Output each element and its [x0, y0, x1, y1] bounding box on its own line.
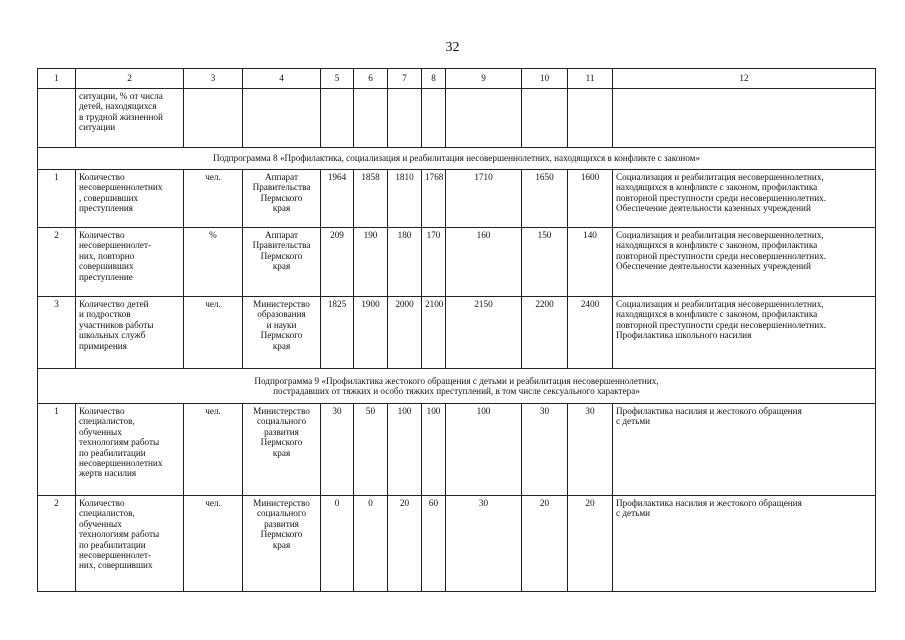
executor-line: социального [256, 508, 307, 519]
year-value: 0 [354, 496, 388, 592]
indicator-name-line: Количество детей [79, 299, 149, 309]
row-number-cell [38, 89, 76, 148]
indicator-name-line: участников работы [79, 319, 154, 330]
executor-line: Министерство [253, 498, 310, 508]
indicator-name [76, 404, 184, 496]
executor-line: Министерство [253, 406, 310, 416]
measures-line: Профилактика насилия и жестокого обращения [616, 406, 802, 416]
executor-line: края [272, 203, 291, 214]
empty-cell [321, 89, 354, 148]
measures [613, 404, 876, 496]
indicator-name-line: Количество [79, 230, 125, 240]
measures [613, 297, 876, 369]
executor-line: Аппарат [265, 172, 298, 182]
table-row [38, 297, 876, 369]
indicator-name-line: школьных служб [79, 330, 146, 341]
empty-cell [243, 89, 321, 148]
executor-line: края [272, 539, 291, 550]
empty-cell [568, 89, 613, 148]
measures-line: Социализация и реабилитация несовершеннолетних, [616, 230, 824, 240]
executor-line: социального [256, 416, 307, 427]
year-value: 2000 [388, 297, 422, 369]
year-value: 30 [321, 404, 354, 496]
executor [243, 404, 321, 496]
year-value: 1964 [321, 170, 354, 228]
year-value: 2150 [446, 297, 522, 369]
indicator-name-line: несовершеннолет- [79, 240, 152, 251]
indicator-name-line: жертв насилия [79, 468, 137, 479]
subprogram-heading-line: Подпрограмма 8 «Профилактика, социализация и реабилитация несовершеннолетних, находящихся в конфликте с законом» [212, 153, 701, 164]
measures [613, 170, 876, 228]
measures-line: находящихся в конфликте с законом, профилактика [616, 240, 818, 251]
year-value: 30 [522, 404, 568, 496]
indicator-name [76, 496, 184, 592]
column-number-row [38, 69, 876, 89]
column-number: 8 [422, 69, 446, 89]
year-value: 50 [354, 404, 388, 496]
indicator-name-line: Количество [79, 172, 125, 182]
executor-line: Правительства [252, 240, 311, 251]
executor-line: Аппарат [265, 230, 298, 240]
indicator-name-line: детей, находящихся [79, 101, 157, 112]
year-value: 1900 [354, 297, 388, 369]
indicator-name-line: Количество [79, 406, 125, 416]
year-value: 209 [321, 228, 354, 297]
indicator-name-line: примирения [79, 340, 127, 351]
column-number: 1 [38, 69, 76, 89]
executor-line: Министерство [253, 299, 310, 309]
column-number: 7 [388, 69, 422, 89]
year-value: 180 [388, 228, 422, 297]
year-value: 1600 [568, 170, 613, 228]
empty-cell [446, 89, 522, 148]
indicator-name-line: Количество [79, 498, 125, 508]
subprogram-heading-row [38, 369, 876, 404]
indicator-name-line: обученных [79, 426, 122, 437]
measures-line: Социализация и реабилитация несовершеннолетних, [616, 172, 824, 182]
year-value: 20 [388, 496, 422, 592]
year-value: 30 [446, 496, 522, 592]
column-number: 4 [243, 69, 321, 89]
year-value: 170 [422, 228, 446, 297]
indicator-name-line: ситуации, % от числа [79, 91, 163, 101]
indicator-name-line: по реабилитации [79, 447, 146, 458]
executor-line: развития [264, 518, 299, 529]
empty-cell [354, 89, 388, 148]
indicator-name-line: по реабилитации [79, 539, 146, 550]
indicator-name-line: в трудной жизненной [79, 111, 163, 122]
subprogram-heading [38, 369, 876, 404]
measures-line: находящихся в конфликте с законом, профилактика [616, 182, 818, 193]
year-value: 0 [321, 496, 354, 592]
year-value: 1810 [388, 170, 422, 228]
column-number: 12 [613, 69, 876, 89]
executor-line: края [272, 447, 291, 458]
executor-line: края [272, 340, 291, 351]
year-value: 20 [522, 496, 568, 592]
executor-line: Правительства [252, 182, 311, 193]
empty-cell [184, 89, 243, 148]
empty-cell [522, 89, 568, 148]
page-number: 32 [445, 40, 460, 55]
row-number: 2 [38, 228, 76, 297]
year-value: 150 [522, 228, 568, 297]
year-value: 1768 [422, 170, 446, 228]
year-value: 2100 [422, 297, 446, 369]
column-number: 5 [321, 69, 354, 89]
executor-line: Пермского [260, 250, 303, 261]
indicator-name [76, 228, 184, 297]
year-value: 140 [568, 228, 613, 297]
year-value: 1825 [321, 297, 354, 369]
executor [243, 228, 321, 297]
indicator-name-line: ситуации [79, 122, 116, 133]
year-value: 100 [422, 404, 446, 496]
column-number: 2 [76, 69, 184, 89]
unit: чел. [184, 297, 243, 369]
column-number: 10 [522, 69, 568, 89]
year-value: 100 [388, 404, 422, 496]
indicator-name-line: преступления [79, 203, 134, 214]
indicator-name-line: технологиям работы [79, 437, 160, 448]
indicator-name-line: совершивших [79, 261, 134, 272]
unit: чел. [184, 170, 243, 228]
executor-line: Пермского [260, 437, 303, 448]
indicator-name-line: , совершивших [79, 192, 139, 203]
row-number: 2 [38, 496, 76, 592]
indicator-name-line: преступление [79, 271, 133, 282]
measures-line: с детьми [616, 508, 651, 519]
year-value: 1710 [446, 170, 522, 228]
row-number: 3 [38, 297, 76, 369]
row-number: 1 [38, 170, 76, 228]
measures-line: Обеспечение деятельности казенных учреждений [616, 203, 811, 214]
year-value: 190 [354, 228, 388, 297]
column-number: 9 [446, 69, 522, 89]
measures-line: Профилактика школьного насилия [616, 330, 752, 341]
unit: чел. [184, 496, 243, 592]
indicator-name-line: несовершеннолетних [79, 182, 163, 193]
year-value: 60 [422, 496, 446, 592]
measures-line: находящихся в конфликте с законом, профилактика [616, 309, 818, 320]
subprogram-heading [38, 148, 876, 170]
row-number: 1 [38, 404, 76, 496]
indicator-name-line: обученных [79, 518, 122, 529]
executor-line: и науки [266, 319, 297, 330]
measures [613, 496, 876, 592]
executor-line: края [272, 261, 291, 272]
indicators-table [37, 68, 876, 592]
indicator-name-line: специалистов, [79, 508, 135, 519]
executor-line: Пермского [260, 529, 303, 540]
subprogram-heading-row [38, 148, 876, 170]
measures-line: Профилактика насилия и жестокого обращения [616, 498, 802, 508]
subprogram-heading-line: пострадавших от тяжких и особо тяжких преступлений, в том числе сексуального характера» [273, 386, 640, 396]
column-number: 6 [354, 69, 388, 89]
table-row [38, 404, 876, 496]
empty-cell [388, 89, 422, 148]
indicator-name [76, 89, 184, 148]
subprogram-heading-line: Подпрограмма 9 «Профилактика жестокого обращения с детьми и реабилитация несовершеннолетних, [254, 375, 659, 386]
year-value: 30 [568, 404, 613, 496]
executor-line: Пермского [260, 330, 303, 341]
year-value: 20 [568, 496, 613, 592]
year-value: 2200 [522, 297, 568, 369]
column-number: 11 [568, 69, 613, 89]
year-value: 100 [446, 404, 522, 496]
indicator-name-line: них, повторно [79, 250, 135, 261]
executor [243, 297, 321, 369]
measures-line: повторной преступности среди несовершеннолетних. [616, 192, 826, 203]
measures-line: Социализация и реабилитация несовершеннолетних, [616, 299, 824, 309]
indicator-name-line: технологиям работы [79, 529, 160, 540]
executor [243, 496, 321, 592]
table-row [38, 228, 876, 297]
year-value: 160 [446, 228, 522, 297]
year-value: 2400 [568, 297, 613, 369]
measures-line: повторной преступности среди несовершеннолетних. [616, 319, 826, 330]
indicator-name [76, 297, 184, 369]
executor-line: развития [264, 426, 299, 437]
executor-line: образования [257, 309, 306, 320]
table-row [38, 496, 876, 592]
empty-cell [613, 89, 876, 148]
indicator-name-line: несовершеннолетних [79, 458, 163, 469]
measures [613, 228, 876, 297]
year-value: 1858 [354, 170, 388, 228]
measures-line: повторной преступности среди несовершеннолетних. [616, 250, 826, 261]
indicator-name-line: них, совершивших [79, 560, 153, 571]
unit: % [184, 228, 243, 297]
year-value: 1650 [522, 170, 568, 228]
indicator-name-line: и подростков [79, 309, 131, 320]
unit: чел. [184, 404, 243, 496]
indicator-name-line: несовершеннолет- [79, 550, 152, 561]
executor-line: Пермского [260, 192, 303, 203]
executor [243, 170, 321, 228]
measures-line: Обеспечение деятельности казенных учреждений [616, 261, 811, 272]
table-row [38, 89, 876, 148]
empty-cell [422, 89, 446, 148]
indicator-name-line: специалистов, [79, 416, 135, 427]
indicator-name [76, 170, 184, 228]
column-number: 3 [184, 69, 243, 89]
table-row [38, 170, 876, 228]
measures-line: с детьми [616, 416, 651, 427]
